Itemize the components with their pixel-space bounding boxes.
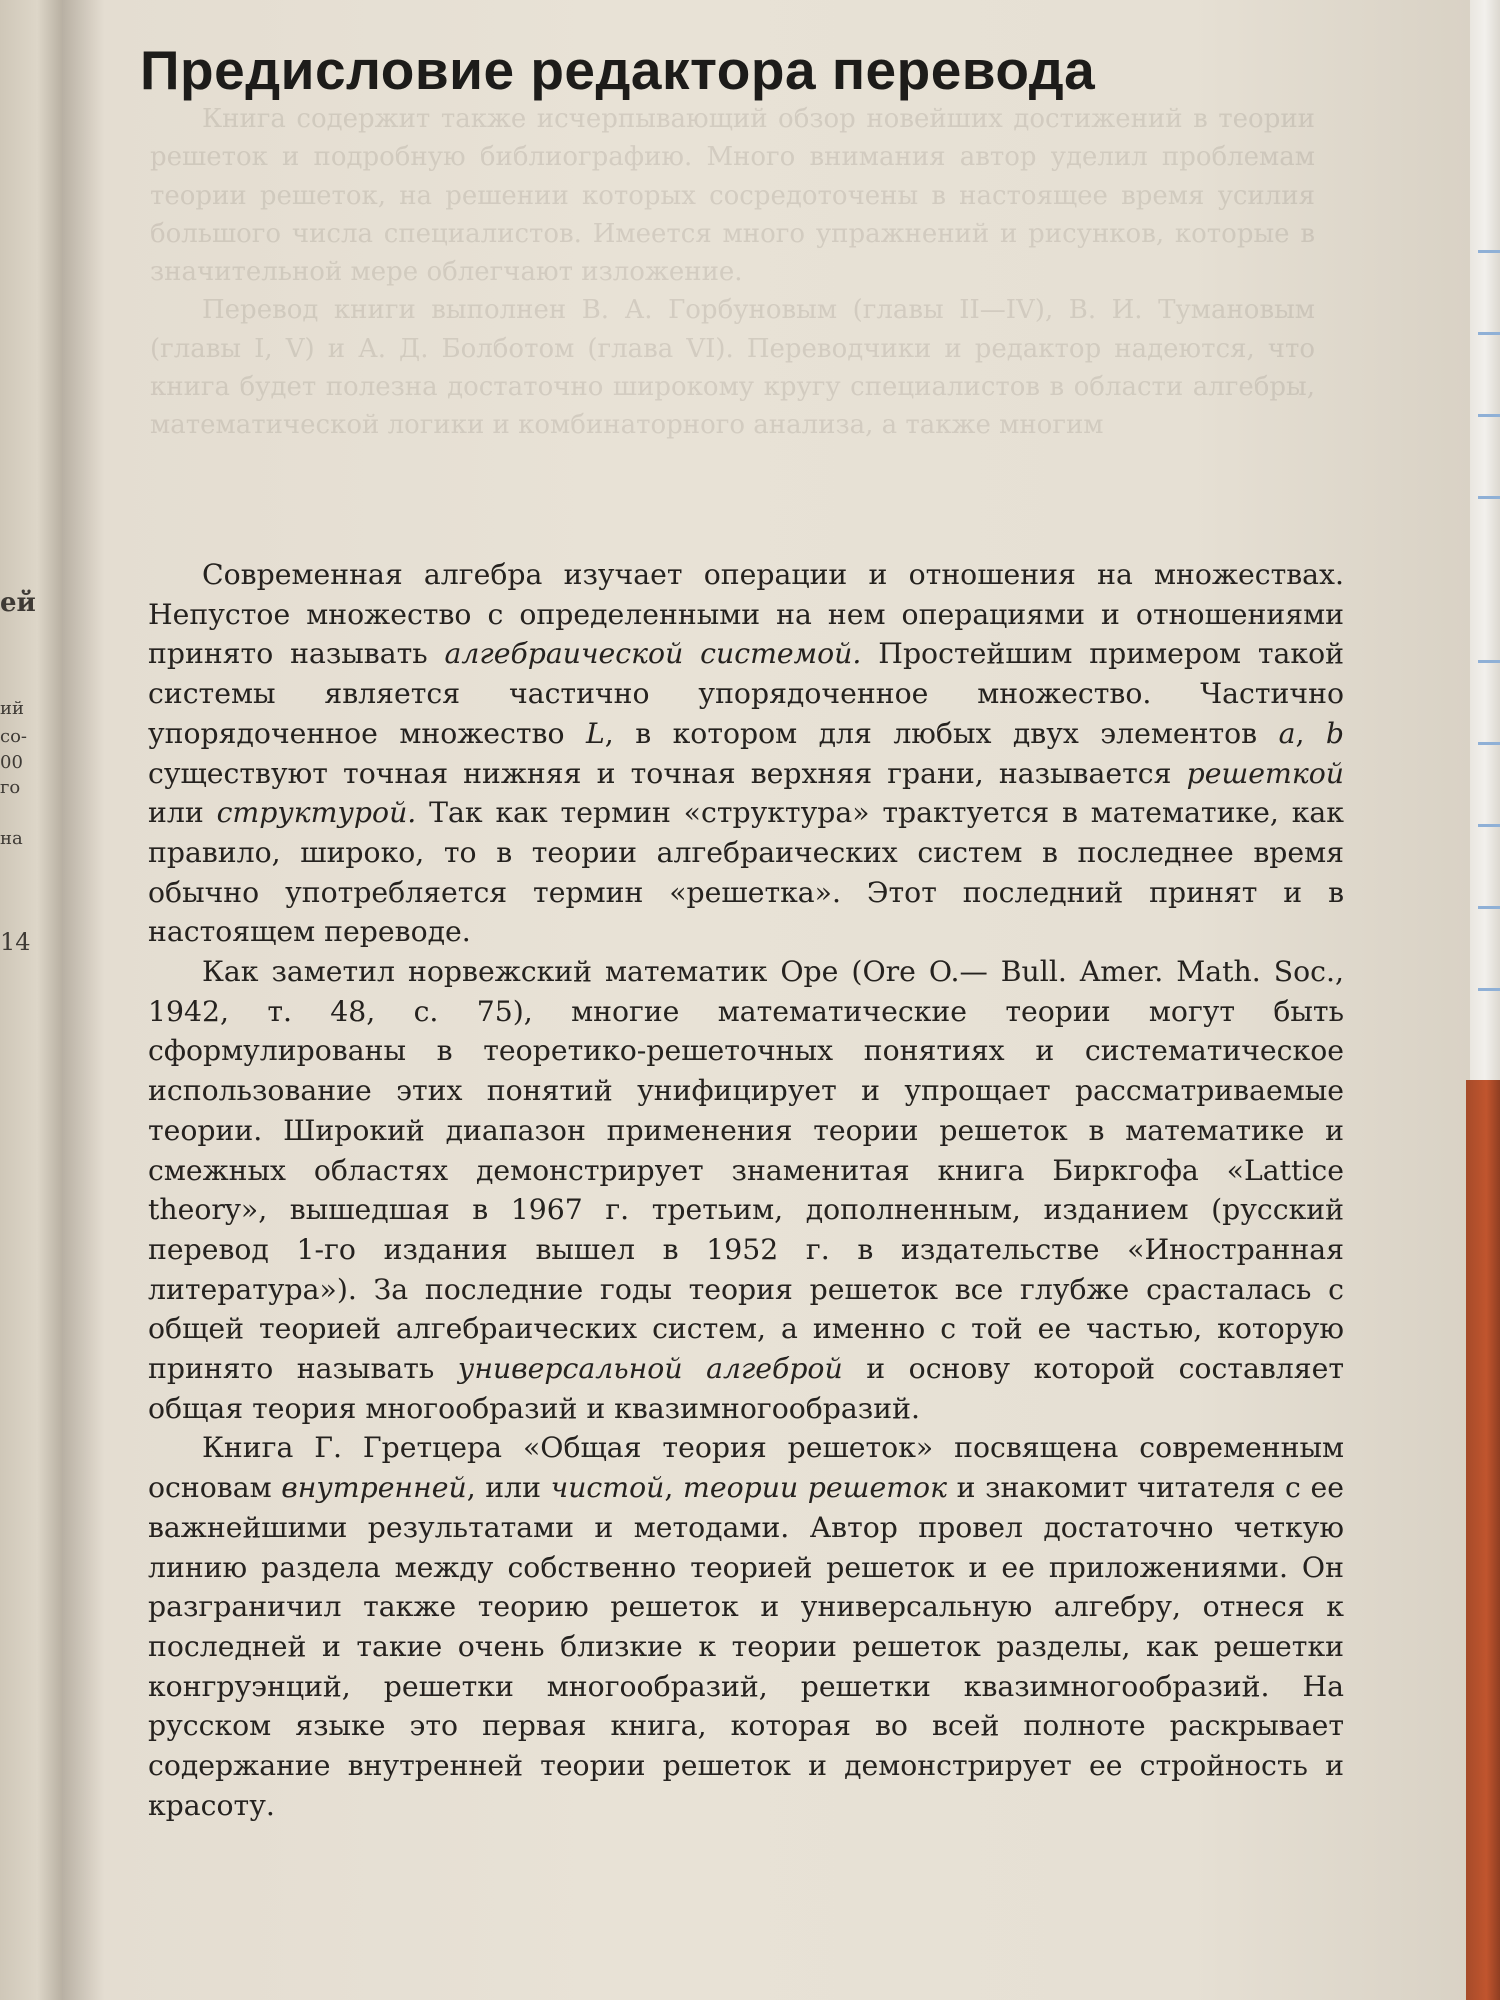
italic-term: внутренней [281, 1471, 467, 1505]
left-page-edge [0, 0, 62, 2000]
text-run: Книга Г. Гретцера «Общая теория решеток» посвящена современным основам [148, 1431, 1344, 1505]
left-margin-fragment: го [0, 777, 21, 798]
italic-term: b [1325, 716, 1345, 750]
notebook-rule [1478, 332, 1500, 335]
notebook-rule [1478, 660, 1500, 663]
italic-term: L [585, 716, 605, 750]
left-margin-fragment: со- [0, 726, 27, 747]
bleed-through-paragraph: Перевод книги выполнен В. А. Горбуновым (главы II—IV), В. И. Тумановым (главы I, V) и А. Д. Болботом (глава VI). Переводчики и редактор надеются, что книга будет полезна достаточно широкому кругу специалистов в области алгебры, математической логики и комбинаторного анализа, а также многим [150, 295, 1315, 441]
left-margin-fragment: ей [0, 588, 36, 618]
text-run: Как заметил норвежский математик Оре (Ore O.— Bull. Amer. Math. Soc., 1942, т. 48, с. 75), многие математические теории могут быть сформулированы в теоретико-решеточных понятиях и систематическое использование этих понятий унифицирует и упрощает рассматриваемые теории. Широкий диапазон применения теории решеток в математике и смежных областях демонстрирует знаменитая книга Биркгофа «Lattice theory», вышедшая в 1967 г. третьим, дополненным, изданием (русский перевод 1-го издания вышел в 1952 г. в издательстве «Иностранная литература»). За последние годы теория решеток все глубже срасталась с общей теорией алгебраических систем, а именно с той ее частью, которую принято называть [148, 955, 1344, 1386]
preface-body [148, 555, 1344, 1826]
book-cover-edge [1466, 1080, 1500, 2000]
text-run: и знакомит читателя с ее важнейшими результатами и методами. Автор провел достаточно четкую линию раздела между собственно теорией решеток и ее приложениями. Он разграничил также теорию решеток и универсальную алгебру, отнеся к последней и такие очень близкие к теории решеток разделы, как решетки конгруэнций, решетки многообразий, решетки квазимногообразий. На русском языке это первая книга, которая во всей полноте раскрывает содержание внутренней теории решеток и демонстрирует ее стройность и красоту. [148, 1471, 1345, 1822]
text-run: существуют точная нижняя и точная верхняя грани, называется [148, 756, 1187, 790]
notebook-rule [1478, 988, 1500, 991]
italic-term: универсальной алгеброй [457, 1352, 843, 1386]
italic-term: a [1278, 716, 1296, 750]
text-run: или [148, 796, 217, 830]
bleed-through-paragraph: Книга содержит также исчерпывающий обзор новейших достижений в теории решеток и подробную библиографию. Много внимания автор уделил проблемам теории решеток, на решении которых сосредоточены в настоящее время усилия большого числа специалистов. Имеется много упражнений и рисунков, которые в значительной мере облегчают изложение. [150, 104, 1315, 288]
italic-term: решеткой [1186, 756, 1344, 790]
text-run: Простейшим примером такой системы является частично упорядоченное множество. Частично упорядоченное множество [148, 637, 1344, 750]
text-run: , [1295, 716, 1326, 750]
italic-term: алгебраической системой. [444, 637, 862, 671]
body-paragraph [148, 1428, 1344, 1825]
notebook-rule [1478, 496, 1500, 499]
text-run: , [664, 1471, 684, 1505]
notebook-rule [1478, 414, 1500, 417]
body-paragraph [148, 952, 1344, 1428]
italic-term: теории решеток [683, 1471, 947, 1505]
italic-term: структурой. [216, 796, 417, 830]
bleed-through-text [150, 100, 1315, 560]
text-run: Современная алгебра изучает операции и отношения на множествах. Непустое множество с определенными на нем операциями и отношениями принято называть [148, 558, 1344, 671]
text-run: и основу которой составляет общая теория многообразий и квазимногообразий. [148, 1352, 1344, 1425]
italic-term: чистой [550, 1471, 665, 1505]
notebook-rule [1478, 742, 1500, 745]
body-paragraph [148, 555, 1344, 952]
notebook-rule [1478, 250, 1500, 253]
left-margin-fragment: ий [0, 698, 24, 719]
notebook-rule [1478, 906, 1500, 909]
left-margin-fragment: на [0, 828, 23, 849]
page-title: Предисловие редактора перевода [140, 39, 1096, 101]
notebook-rule [1478, 824, 1500, 827]
text-run: , в котором для любых двух элементов [604, 716, 1279, 750]
left-margin-fragment: 00 [0, 752, 23, 773]
left-margin-fragment: 14 [0, 928, 31, 956]
text-run: Так как термин «структура» трактуется в математике, как правило, широко, то в теории алгебраических систем в последнее время обычно употребляется термин «решетка». Этот последний принят и в настоящем переводе. [148, 796, 1344, 949]
text-run: , или [466, 1471, 551, 1505]
